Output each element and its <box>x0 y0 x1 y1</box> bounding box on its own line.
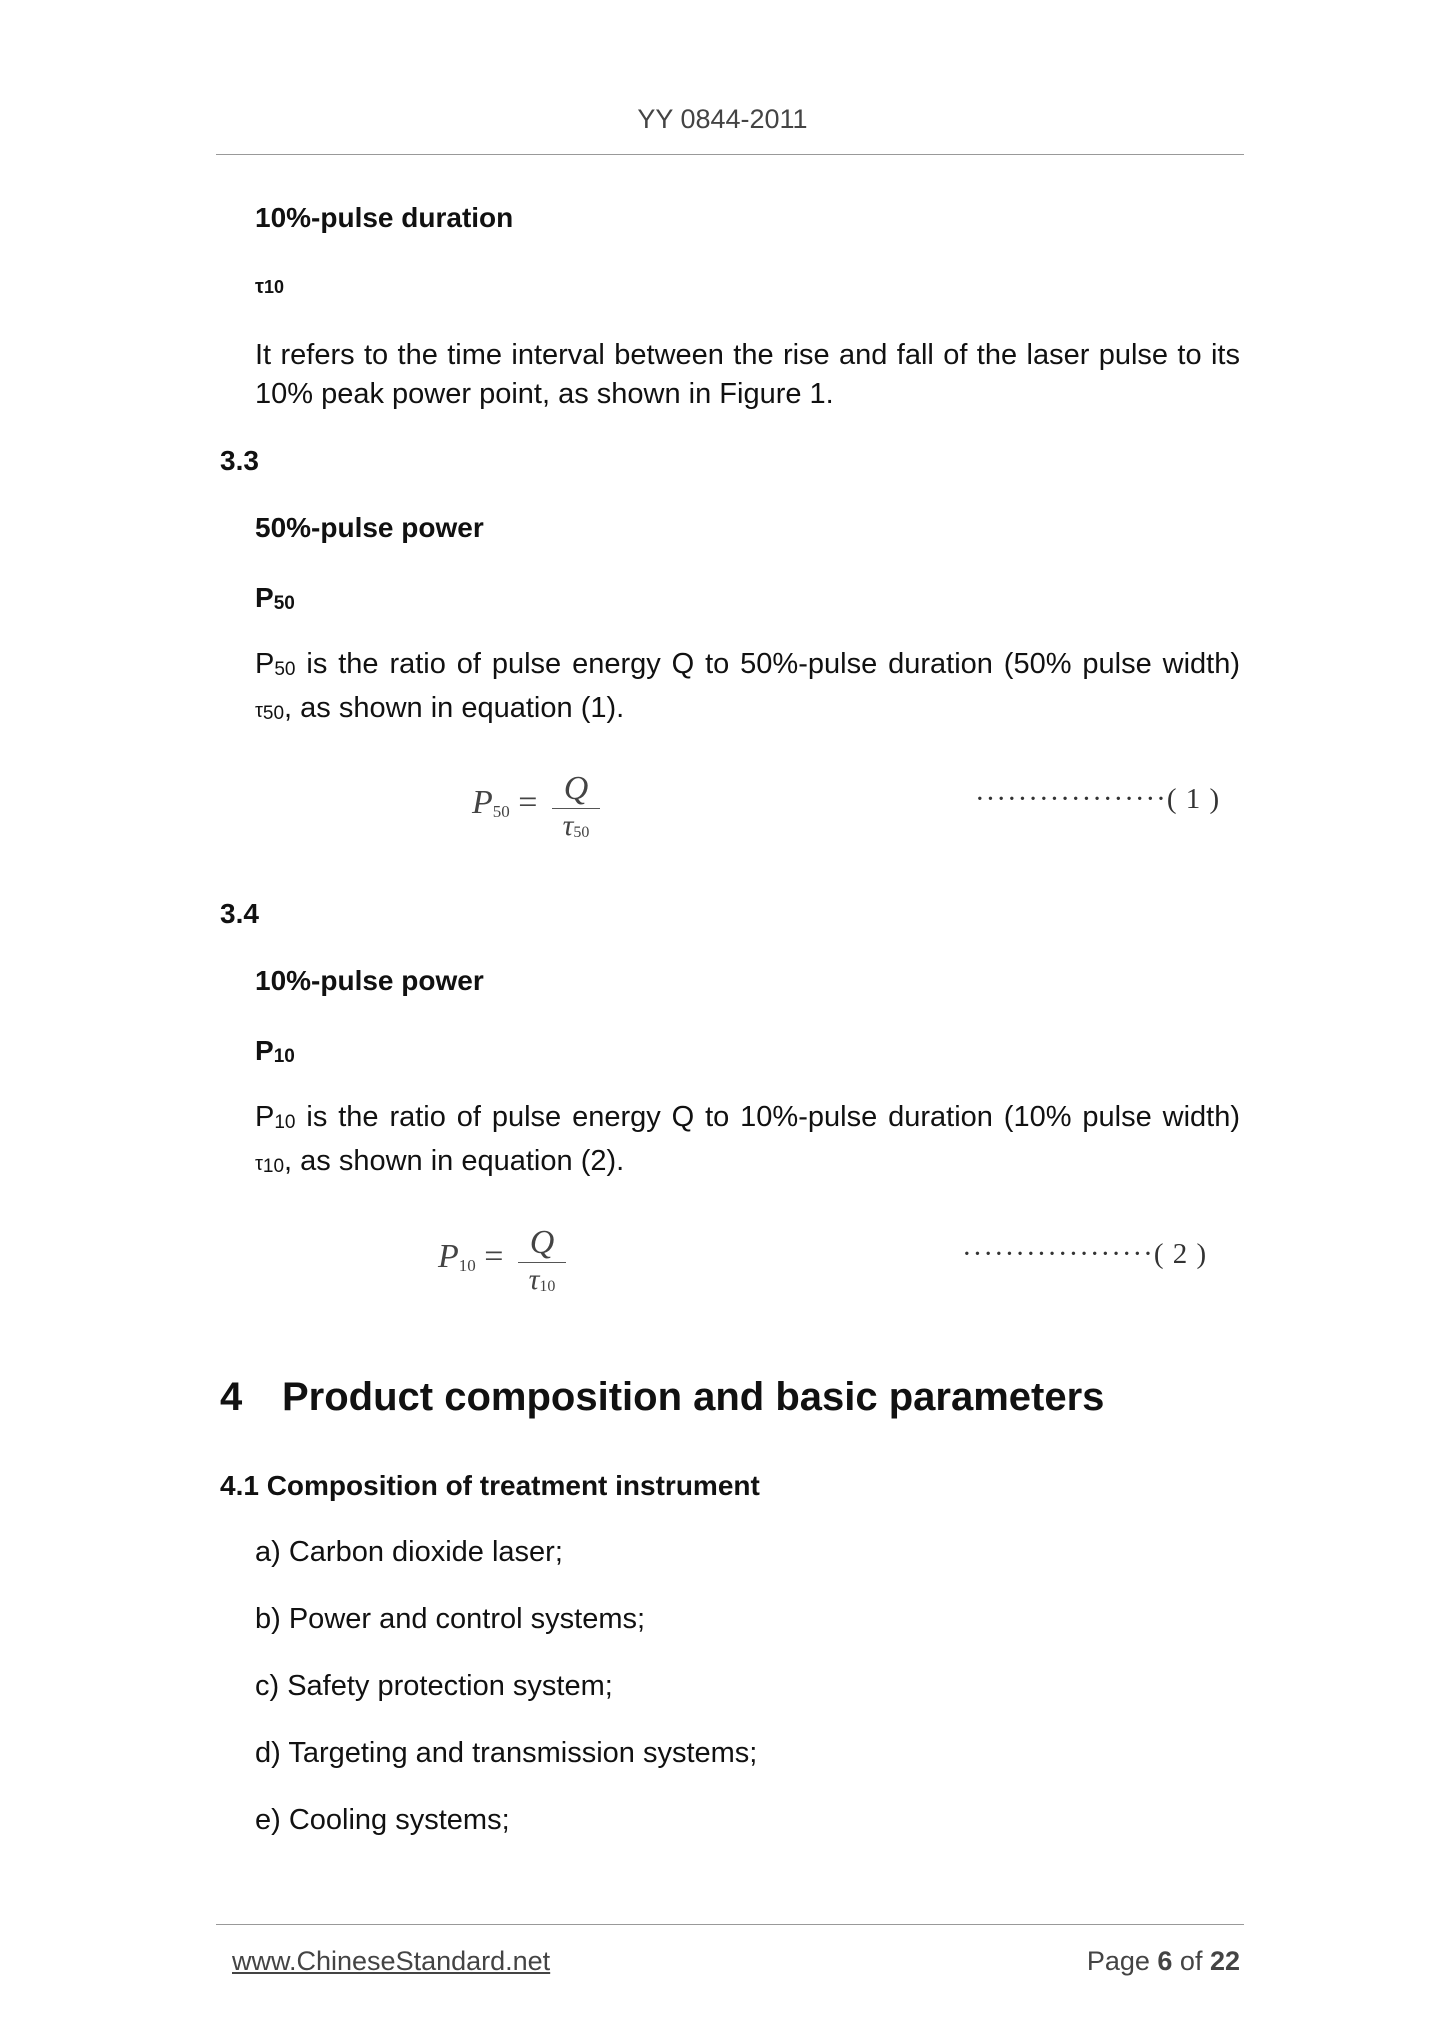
section-4-1-heading: 4.1 Composition of treatment instrument <box>220 1470 760 1501</box>
list-item: c) Safety protection system; <box>255 1670 613 1702</box>
equation-1: $P_{50}$ = Q $\tau_{50}$ <box>472 770 612 870</box>
symbol-tau10: τ10 <box>255 276 284 298</box>
term-10pct-pulse-duration: 10%-pulse duration <box>255 202 514 233</box>
section-number-3-4: 3.4 <box>220 898 259 929</box>
equation-2-number: ··················( 2 ) <box>962 1238 1208 1270</box>
header-rule <box>216 154 1244 155</box>
term-10pct-pulse-power: 10%-pulse power <box>255 965 484 996</box>
chapter-4-heading: 4 Product composition and basic parameters <box>220 1375 1105 1419</box>
footer-site-link[interactable]: www.ChineseStandard.net <box>232 1946 551 1976</box>
term-50pct-pulse-power: 50%-pulse power <box>255 512 484 543</box>
symbol-p50: $P_{50}$ <box>255 582 295 614</box>
symbol-p10: $P_{10}$ <box>255 1035 295 1067</box>
definition-tau10: It refers to the time interval between the rise and fall of the laser pulse to its 10% peak power point, as shown in Figure 1. <box>255 339 1240 410</box>
list-item: e) Cooling systems; <box>255 1804 510 1836</box>
definition-p10: $P_{10}$ is the ratio of pulse energy Q to 10%-pulse duration (10% pulse width) $\tau_{10}$, as shown in equation (2). <box>255 1101 1240 1177</box>
footer-page-number: Page 6 of 22 <box>1086 1946 1240 1976</box>
equation-1-number: ··················( 1 ) <box>975 783 1221 815</box>
section-number-3-3: 3.3 <box>220 445 259 476</box>
definition-p50: $P_{50}$ is the ratio of pulse energy Q to 50%-pulse duration (50% pulse width) $\tau_{50}$, as shown in equation (1). <box>255 648 1240 724</box>
list-item: d) Targeting and transmission systems; <box>255 1737 758 1769</box>
doc-header-id: YY 0844-2011 <box>637 104 808 134</box>
list-item: b) Power and control systems; <box>255 1603 646 1635</box>
list-item: a) Carbon dioxide laser; <box>255 1536 563 1568</box>
footer-rule <box>216 1924 1244 1925</box>
equation-2: $P_{10}$ = Q $\tau_{10}$ <box>438 1224 578 1324</box>
